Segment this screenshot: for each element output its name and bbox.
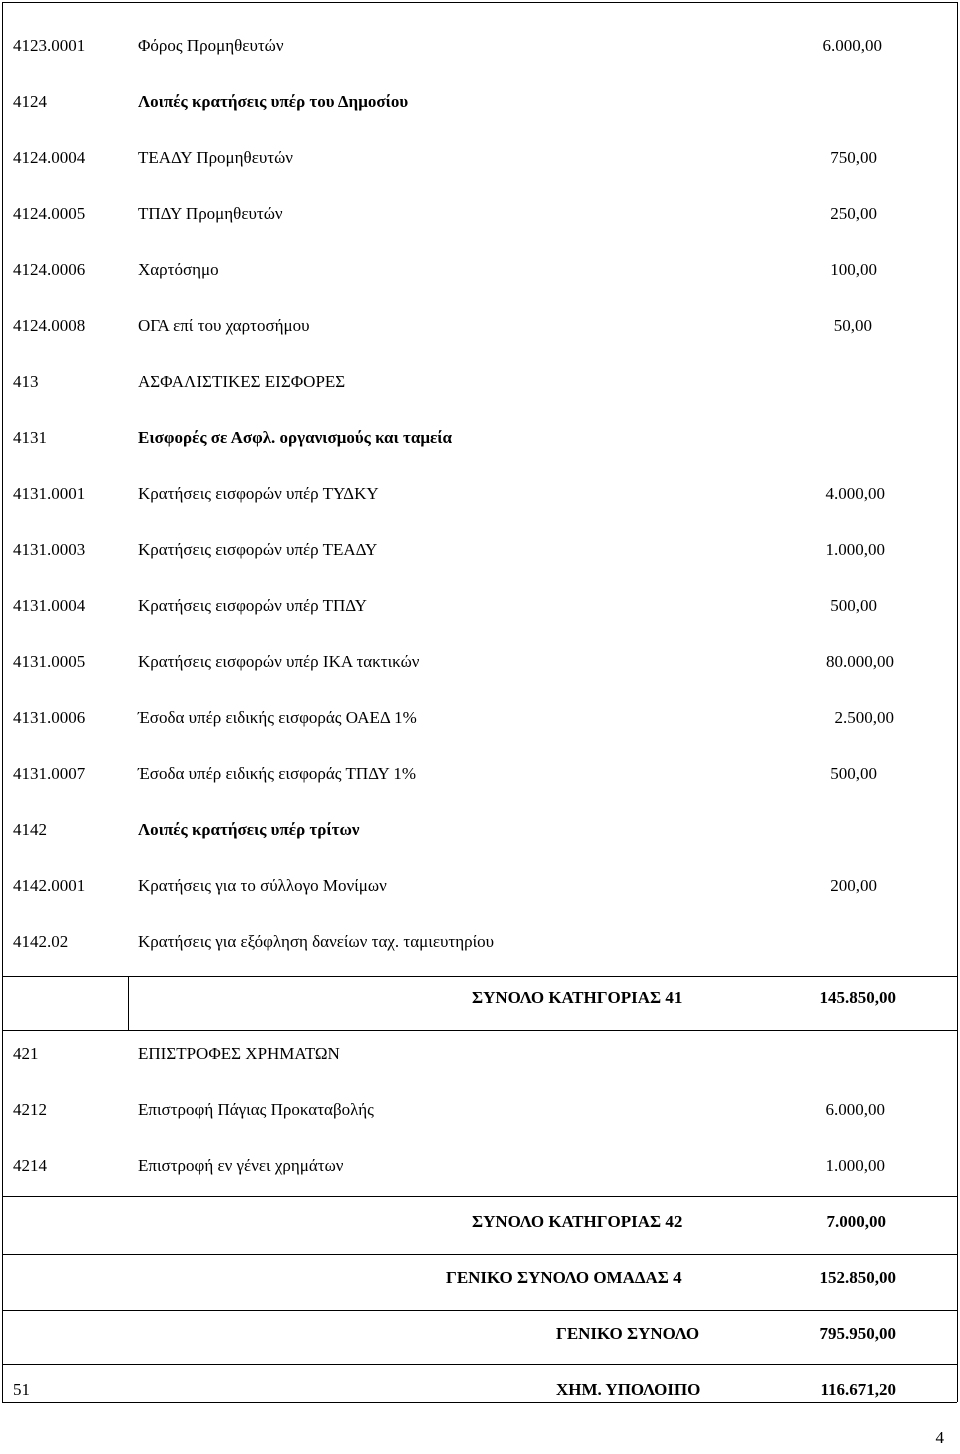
table-rule	[2, 1254, 957, 1255]
account-code: 4142.0001	[13, 876, 86, 895]
account-description: Κρατήσεις εισφορών υπέρ ΙΚΑ τακτικών	[138, 652, 420, 671]
account-code: 4131.0005	[13, 652, 86, 671]
account-description: Κρατήσεις εισφορών υπέρ ΤΥΔΚΥ	[138, 484, 379, 503]
account-code: 4142	[13, 820, 47, 839]
cash-balance-amount: 116.671,20	[820, 1380, 896, 1399]
table-rule	[2, 1310, 957, 1311]
account-amount: 200,00	[830, 876, 877, 895]
account-description: Φόρος Προμηθευτών	[138, 36, 284, 55]
table-rule	[128, 976, 129, 1030]
total-amount: 145.850,00	[819, 988, 896, 1007]
account-amount: 6.000,00	[825, 1100, 885, 1119]
account-description: Εισφορές σε Ασφλ. οργανισμούς και ταμεία	[138, 428, 453, 447]
account-description: Λοιπές κρατήσεις υπέρ τρίτων	[138, 820, 360, 839]
account-description: Κρατήσεις για το σύλλογο Μονίμων	[138, 876, 387, 895]
account-code: 4212	[13, 1100, 47, 1119]
account-code: 4124.0004	[13, 148, 86, 167]
total-label: ΣΥΝΟΛΟ ΚΑΤΗΓΟΡΙΑΣ 42	[472, 1212, 683, 1231]
account-code: 51	[13, 1380, 30, 1399]
account-code: 4131	[13, 428, 47, 447]
table-rule	[2, 2, 957, 3]
account-amount: 1.000,00	[825, 540, 885, 559]
account-amount: 250,00	[830, 204, 877, 223]
table-rule	[2, 1402, 957, 1403]
account-description: Έσοδα υπέρ ειδικής εισφοράς ΤΠΔΥ 1%	[138, 764, 417, 783]
account-code: 4131.0007	[13, 764, 86, 783]
account-code: 4214	[13, 1156, 47, 1175]
grand-total-label: ΓΕΝΙΚΟ ΣΥΝΟΛΟ	[556, 1324, 700, 1343]
account-description: ΤΠΔΥ Προμηθευτών	[138, 204, 283, 223]
account-description: Κρατήσεις για εξόφληση δανείων ταχ. ταμιευτηρίου	[138, 932, 495, 951]
grand-total-amount: 795.950,00	[819, 1324, 896, 1343]
table-rule	[2, 1364, 957, 1365]
account-description: ΑΣΦΑΛΙΣΤΙΚΕΣ ΕΙΣΦΟΡΕΣ	[138, 372, 346, 391]
table-rule	[2, 2, 3, 1402]
account-amount: 4.000,00	[825, 484, 885, 503]
account-description: Επιστροφή Πάγιας Προκαταβολής	[138, 1100, 374, 1119]
account-code: 4131.0004	[13, 596, 86, 615]
account-amount: 80.000,00	[826, 652, 894, 671]
account-code: 4142.02	[13, 932, 69, 951]
account-amount: 1.000,00	[825, 1156, 885, 1175]
account-code: 413	[13, 372, 39, 391]
account-code: 4124.0006	[13, 260, 86, 279]
account-description: ΟΓΑ επί του χαρτοσήμου	[138, 316, 310, 335]
page-number: 4	[935, 1428, 944, 1447]
group-total-amount: 152.850,00	[819, 1268, 896, 1287]
account-description: Χαρτόσημο	[138, 260, 219, 279]
account-amount: 750,00	[830, 148, 877, 167]
account-description: Λοιπές κρατήσεις υπέρ του Δημοσίου	[138, 92, 409, 111]
account-amount: 100,00	[830, 260, 877, 279]
table-rule	[2, 1196, 957, 1197]
total-amount: 7.000,00	[826, 1212, 886, 1231]
account-description: ΤΕΑΔΥ Προμηθευτών	[138, 148, 293, 167]
account-amount: 2.500,00	[834, 708, 894, 727]
account-description: Επιστροφή εν γένει χρημάτων	[138, 1156, 344, 1175]
table-rule	[957, 2, 958, 1402]
account-code: 4123.0001	[13, 36, 86, 55]
account-code: 4131.0001	[13, 484, 86, 503]
account-code: 4124	[13, 92, 47, 111]
cash-balance-label: ΧΗΜ. ΥΠΟΛΟΙΠΟ	[556, 1380, 701, 1399]
group-total-label: ΓΕΝΙΚΟ ΣΥΝΟΛΟ ΟΜΑΔΑΣ 4	[446, 1268, 682, 1287]
account-amount: 500,00	[830, 596, 877, 615]
table-rule	[2, 1030, 957, 1031]
account-description: Έσοδα υπέρ ειδικής εισφοράς ΟΑΕΔ 1%	[138, 708, 417, 727]
table-rule	[2, 976, 957, 977]
account-code: 421	[13, 1044, 39, 1063]
account-description: Κρατήσεις εισφορών υπέρ ΤΕΑΔΥ	[138, 540, 378, 559]
account-description: ΕΠΙΣΤΡΟΦΕΣ ΧΡΗΜΑΤΩΝ	[138, 1044, 340, 1063]
account-code: 4124.0005	[13, 204, 86, 223]
account-amount: 50,00	[833, 316, 872, 335]
account-code: 4124.0008	[13, 316, 86, 335]
account-description: Κρατήσεις εισφορών υπέρ ΤΠΔΥ	[138, 596, 367, 615]
account-code: 4131.0003	[13, 540, 86, 559]
account-amount: 6.000,00	[822, 36, 882, 55]
account-amount: 500,00	[830, 764, 877, 783]
total-label: ΣΥΝΟΛΟ ΚΑΤΗΓΟΡΙΑΣ 41	[472, 988, 683, 1007]
account-code: 4131.0006	[13, 708, 86, 727]
